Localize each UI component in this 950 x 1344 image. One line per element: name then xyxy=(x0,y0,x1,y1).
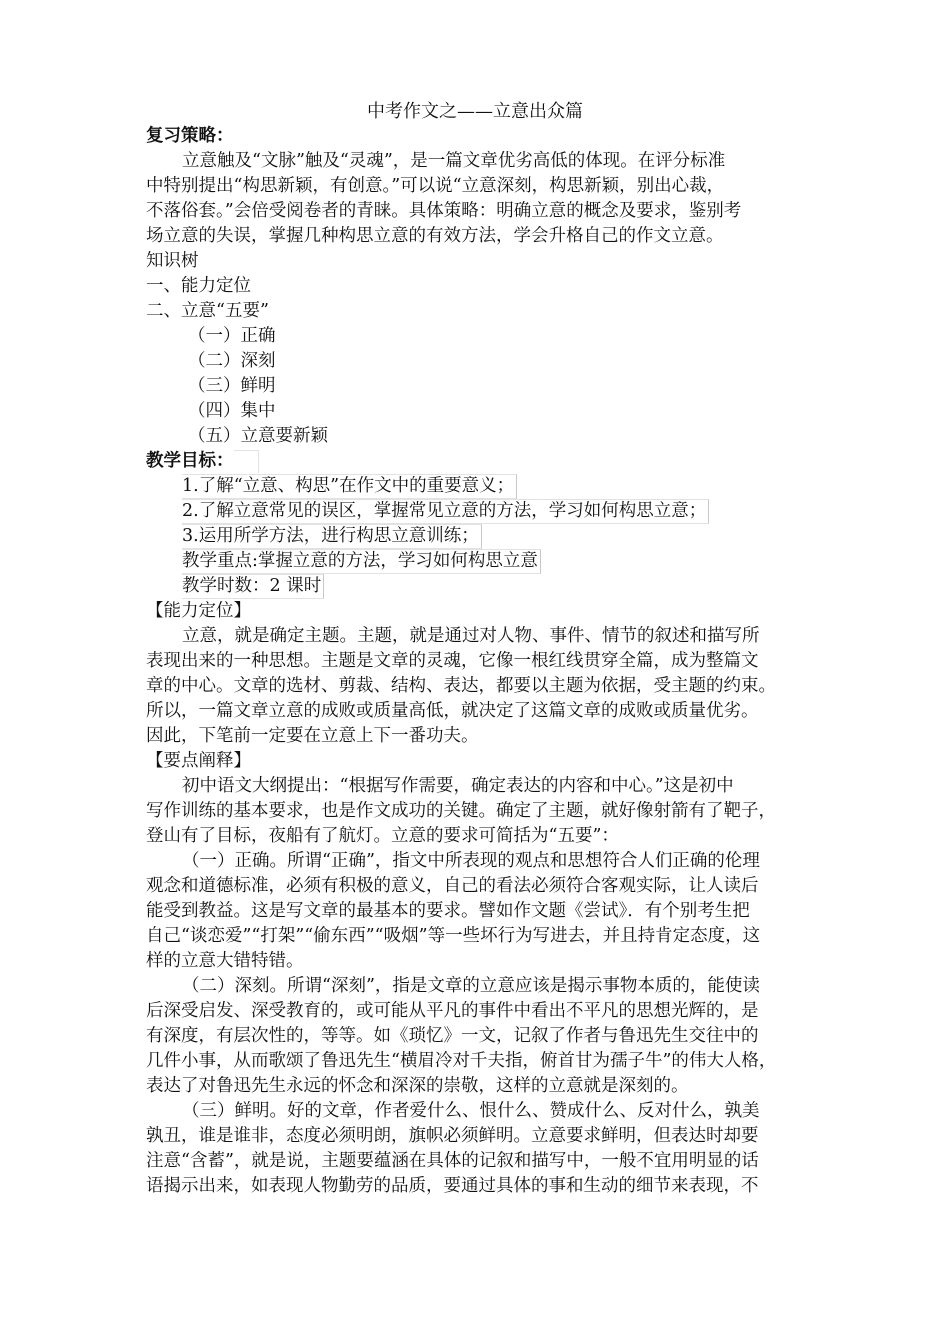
knowledge-tree-heading: 知识树 xyxy=(146,251,199,271)
ability-heading: 【能力定位】 xyxy=(146,601,251,621)
goals-heading-line xyxy=(146,449,818,474)
text-line: 所以，一篇文章立意的成败或质量高低，就决定了这篇文章的成败或质量优劣。 xyxy=(146,701,759,721)
text-line: 立意触及“文脉”触及“灵魂”，是一篇文章优劣高低的体现。在评分标准 xyxy=(182,151,726,171)
goal-text: 3.运用所学方法，进行构思立意训练； xyxy=(182,524,482,549)
tree-subitem: （三）鲜明 xyxy=(188,376,276,396)
text-line: 登山有了目标，夜船有了航灯。立意的要求可简括为“五要”： xyxy=(146,826,619,846)
text-line: （三）鲜明。好的文章，作者爱什么、恨什么、赞成什么、反对什么，孰美 xyxy=(182,1101,760,1121)
text-line: （一）正确。所谓“正确”，指文中所表现的观点和思想符合人们正确的伦理 xyxy=(182,851,760,871)
goal-text: 教学时数：2 课时 xyxy=(182,574,324,599)
ability-paragraph xyxy=(146,624,818,749)
text-line: 注意“含蓄”，就是说，主题要蕴涵在具体的记叙和描写中，一般不宜用明显的话 xyxy=(146,1151,759,1171)
table-cell-border xyxy=(234,450,259,473)
tree-item-ability: 一、能力定位 xyxy=(146,276,251,296)
text-line: 写作训练的基本要求，也是作文成功的关键。确定了主题，就好像射箭有了靶子， xyxy=(146,801,776,821)
text-line: 章的中心。文章的选材、剪裁、结构、表达，都要以主题为依据，受主题的约束。 xyxy=(146,676,776,696)
goal-text: 2.了解立意常见的误区，掌握常见立意的方法，学习如何构思立意； xyxy=(182,499,709,524)
text-line: 孰丑，谁是谁非，态度必须明朗，旗帜必须鲜明。立意要求鲜明，但表达时却要 xyxy=(146,1126,759,1146)
text-line: 能受到教益。这是写文章的最基本的要求。譬如作文题《尝试》．有个别考生把 xyxy=(146,901,750,921)
text-line: 观念和道德标准，必须有积极的意义，自己的看法必须符合客观实际，让人读后 xyxy=(146,876,759,896)
text-line: 表现出来的一种思想。主题是文章的灵魂，它像一根红线贯穿全篇，成为整篇文 xyxy=(146,651,759,671)
goal-text: 教学重点:掌握立意的方法，学习如何构思立意 xyxy=(182,549,541,574)
text-line: （二）深刻。所谓“深刻”，指是文章的立意应该是揭示事物本质的，能使读 xyxy=(182,976,760,996)
text-line: 自己“谈恋爱”“打架”“偷东西”“吸烟”等一些坏行为写进去，并且持肯定态度，这 xyxy=(146,926,761,946)
points-heading: 【要点阐释】 xyxy=(146,751,251,771)
review-heading: 复习策略： xyxy=(146,126,234,146)
text-line: 不落俗套。”会倍受阅卷者的青睐。具体策略：明确立意的概念及要求，鉴别考 xyxy=(146,201,742,221)
tree-subitem: （二）深刻 xyxy=(188,351,276,371)
tree-subitem: （五）立意要新颖 xyxy=(188,426,328,446)
text-line: 表达了对鲁迅先生永远的怀念和深深的崇敬，这样的立意就是深刻的。 xyxy=(146,1076,689,1096)
goal-item xyxy=(146,499,818,524)
point-correct-paragraph xyxy=(146,849,818,974)
text-line: 样的立意大错特错。 xyxy=(146,951,304,971)
text-line: 语揭示出来，如表现人物勤劳的品质，要通过具体的事和生动的细节来表现，不 xyxy=(146,1176,759,1196)
text-line: 有深度，有层次性的，等等。如《琐忆》一文，记叙了作者与鲁迅先生交往中的 xyxy=(146,1026,759,1046)
tree-subitem: （一）正确 xyxy=(188,326,276,346)
goal-text: 1.了解“立意、构思”在作文中的重要意义； xyxy=(182,474,517,499)
document-title: 中考作文之——立意出众篇 xyxy=(367,101,583,122)
text-line: 几件小事，从而歌颂了鲁迅先生“横眉冷对千夫指，俯首甘为孺子牛”的伟大人格， xyxy=(146,1051,777,1071)
goals-heading: 教学目标： xyxy=(146,451,234,471)
text-line: 场立意的失误，掌握几种构思立意的有效方法，学会升格自己的作文立意。 xyxy=(146,226,724,246)
goal-item xyxy=(146,474,818,499)
point-deep-paragraph xyxy=(146,974,818,1099)
review-paragraph xyxy=(146,149,818,249)
point-clear-paragraph xyxy=(146,1099,818,1199)
text-line: 后深受启发、深受教育的，或可能从平凡的事件中看出不平凡的思想光辉的，是 xyxy=(146,1001,759,1021)
text-line: 因此，下笔前一定要在立意上下一番功夫。 xyxy=(146,726,479,746)
teaching-hours xyxy=(146,574,818,599)
points-paragraph xyxy=(146,774,818,849)
text-line: 中特别提出“构思新颖，有创意。”可以说“立意深刻，构思新颖，别出心裁， xyxy=(146,176,725,196)
text-line: 立意，就是确定主题。主题，就是通过对人物、事件、情节的叙述和描写所 xyxy=(182,626,760,646)
tree-subitem: （四）集中 xyxy=(188,401,276,421)
goal-item xyxy=(146,524,818,549)
tree-item-five-requirements: 二、立意“五要” xyxy=(146,301,269,321)
teaching-focus xyxy=(146,549,818,574)
document-body xyxy=(146,124,818,1199)
text-line: 初中语文大纲提出：“根据写作需要，确定表达的内容和中心。”这是初中 xyxy=(182,776,734,796)
